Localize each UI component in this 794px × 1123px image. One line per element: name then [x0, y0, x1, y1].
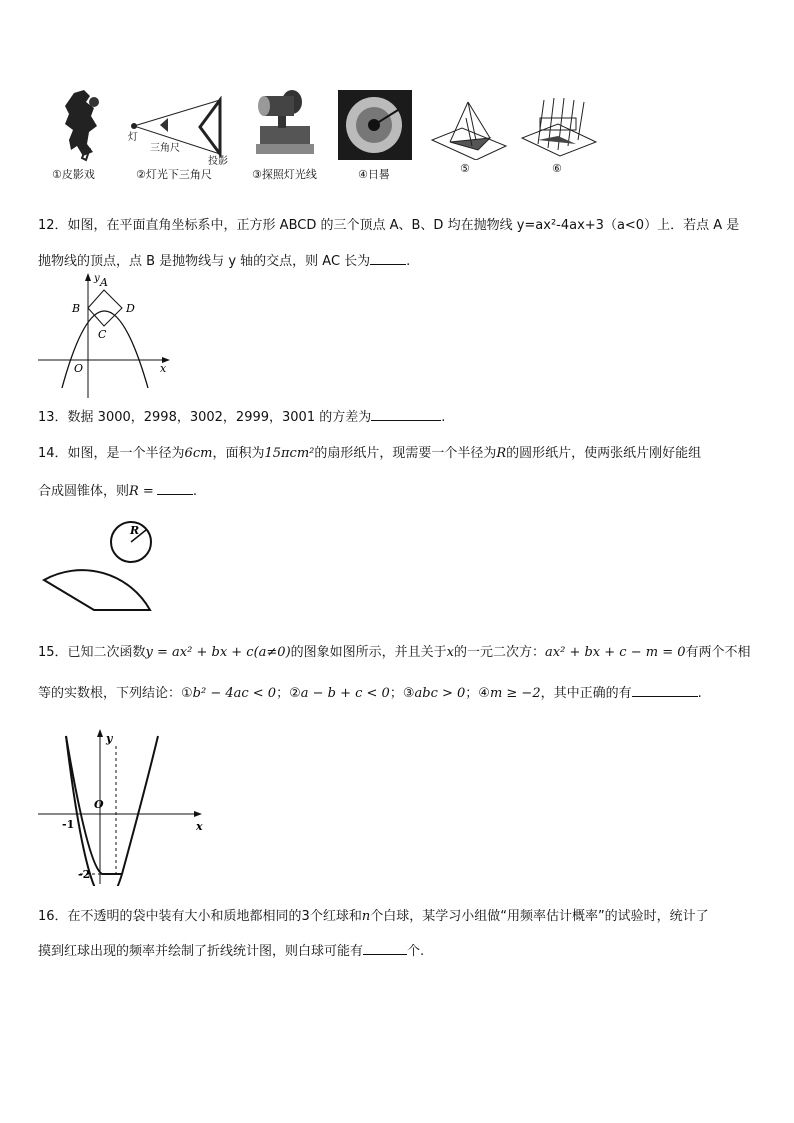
q16-text-2a: 摸到红球出现的频率并绘制了折线统计图，则白球可能有 [38, 944, 364, 959]
sundial-image [338, 90, 412, 160]
q13-text: 13．数据 3000，2998，3002，2999，3001 的方差为 [38, 410, 372, 425]
q14-sector-figure [38, 518, 158, 618]
q12-x-label: x [160, 362, 167, 375]
q14-radius: 6cm [184, 446, 213, 461]
searchlight-image [252, 88, 322, 160]
caption-6: ⑥ [552, 162, 562, 175]
q16-text-a: 16．在不透明的袋中装有大小和质地都相同的3个红球和 [38, 909, 362, 924]
q14-text-g: 的圆形纸片，使两张纸片刚好能组 [506, 446, 702, 461]
caption-3: ③探照灯光线 [252, 168, 317, 181]
q15-text-2a: 等的实数根，下列结论：① [38, 686, 193, 701]
q13-line [38, 406, 445, 425]
q15-cond2: a − b + c < 0 [300, 686, 390, 701]
image-strip [40, 88, 610, 183]
q14-period: . [192, 484, 197, 499]
q15-equation: ax² + bx + c − m = 0 [545, 645, 686, 660]
pyramid-image [428, 98, 508, 160]
q15-neg1-label: -1 [62, 818, 75, 831]
q16-line1 [38, 905, 709, 924]
q15-period: . [697, 686, 702, 701]
q16-text-c: 个白球，某学习小组做“用频率估计概率”的试验时，统计了 [370, 909, 709, 924]
q12-point-b: B [72, 302, 81, 315]
q15-text-a: 15．已知二次函数 [38, 645, 146, 660]
q13-answer-blank[interactable] [371, 407, 441, 421]
q15-y-label: y [106, 732, 113, 745]
caption-5: ⑤ [460, 162, 470, 175]
q15-x-label: x [196, 820, 203, 833]
q15-parabola-figure [36, 726, 212, 886]
q15-cond4: m ≥ −2 [489, 686, 541, 701]
q15-cond3: abc > 0 [414, 686, 466, 701]
q14-text-c: ，面积为 [212, 446, 265, 461]
ruler-label: 三角尺 [150, 143, 180, 154]
q15-cond1: b² − 4ac < 0 [192, 686, 277, 701]
q13-period: . [441, 410, 446, 425]
q15-text-e: 的一元二次方： [454, 645, 546, 660]
q15-text-2i: ，其中正确的有 [540, 686, 632, 701]
parallel-rays-image [518, 94, 598, 160]
q14-r-label: R [130, 524, 140, 537]
q15-sep2: ；③ [389, 686, 415, 701]
caption-2: ②灯光下三角尺 [136, 168, 212, 181]
q14-text-a: 14．如图，是一个半径为 [38, 446, 185, 461]
q14-text-line2: 合成圆锥体，则 [38, 484, 130, 499]
q14-line1 [38, 442, 701, 461]
q16-answer-blank[interactable] [363, 941, 407, 955]
q12-point-a: A [100, 276, 108, 289]
q16-n: n [361, 909, 371, 924]
q15-text-c: 的图象如图所示，并且关于 [290, 645, 447, 660]
q14-text-e: 的扇形纸片，现需要一个半径为 [314, 446, 497, 461]
q14-r: R [496, 446, 507, 461]
q15-sep1: ；② [276, 686, 301, 701]
q12-line2 [38, 250, 410, 269]
q12-line2-text: 抛物线的顶点，点 B 是抛物线与 y 轴的交点，则 AC 长为 [38, 254, 371, 269]
q15-line1 [38, 641, 751, 660]
q14-area: 15πcm² [264, 446, 315, 461]
projection-label: 投影 [208, 156, 228, 167]
lamp-label: 灯 [128, 132, 138, 143]
q12-y-label: y [94, 273, 100, 284]
caption-4: ④日晷 [358, 168, 390, 181]
shadow-puppet-image [52, 88, 112, 163]
q15-origin-label: O [94, 798, 104, 811]
q12-period: . [406, 254, 411, 269]
q15-sep3: ；④ [465, 686, 490, 701]
q12-line1: 12．如图，在平面直角坐标系中，正方形 ABCD 的三个顶点 A、B、D 均在抛物线 y=ax²-4ax+3（a<0）上．若点 A 是 [38, 218, 740, 233]
q16-line2 [38, 940, 424, 959]
q15-neg2-label: -2 [78, 868, 91, 881]
q12-point-d: D [126, 302, 135, 315]
q12-point-c: C [98, 328, 107, 341]
q16-text-2b: 个. [407, 944, 425, 959]
q15-line2 [38, 682, 702, 701]
q14-line2 [38, 480, 197, 499]
caption-1: ①皮影戏 [52, 168, 95, 181]
q14-r-equals: R = [129, 484, 154, 499]
q15-text-g: 有两个不相 [685, 645, 751, 660]
q12-answer-blank[interactable] [370, 251, 406, 265]
q15-function: y = ax² + bx + c(a≠0) [145, 645, 291, 660]
q12-parabola-figure [36, 270, 176, 400]
q15-x: x [446, 645, 455, 660]
q14-answer-blank[interactable] [157, 481, 193, 495]
q15-answer-blank[interactable] [632, 683, 698, 697]
q12-origin-label: O [74, 362, 84, 375]
